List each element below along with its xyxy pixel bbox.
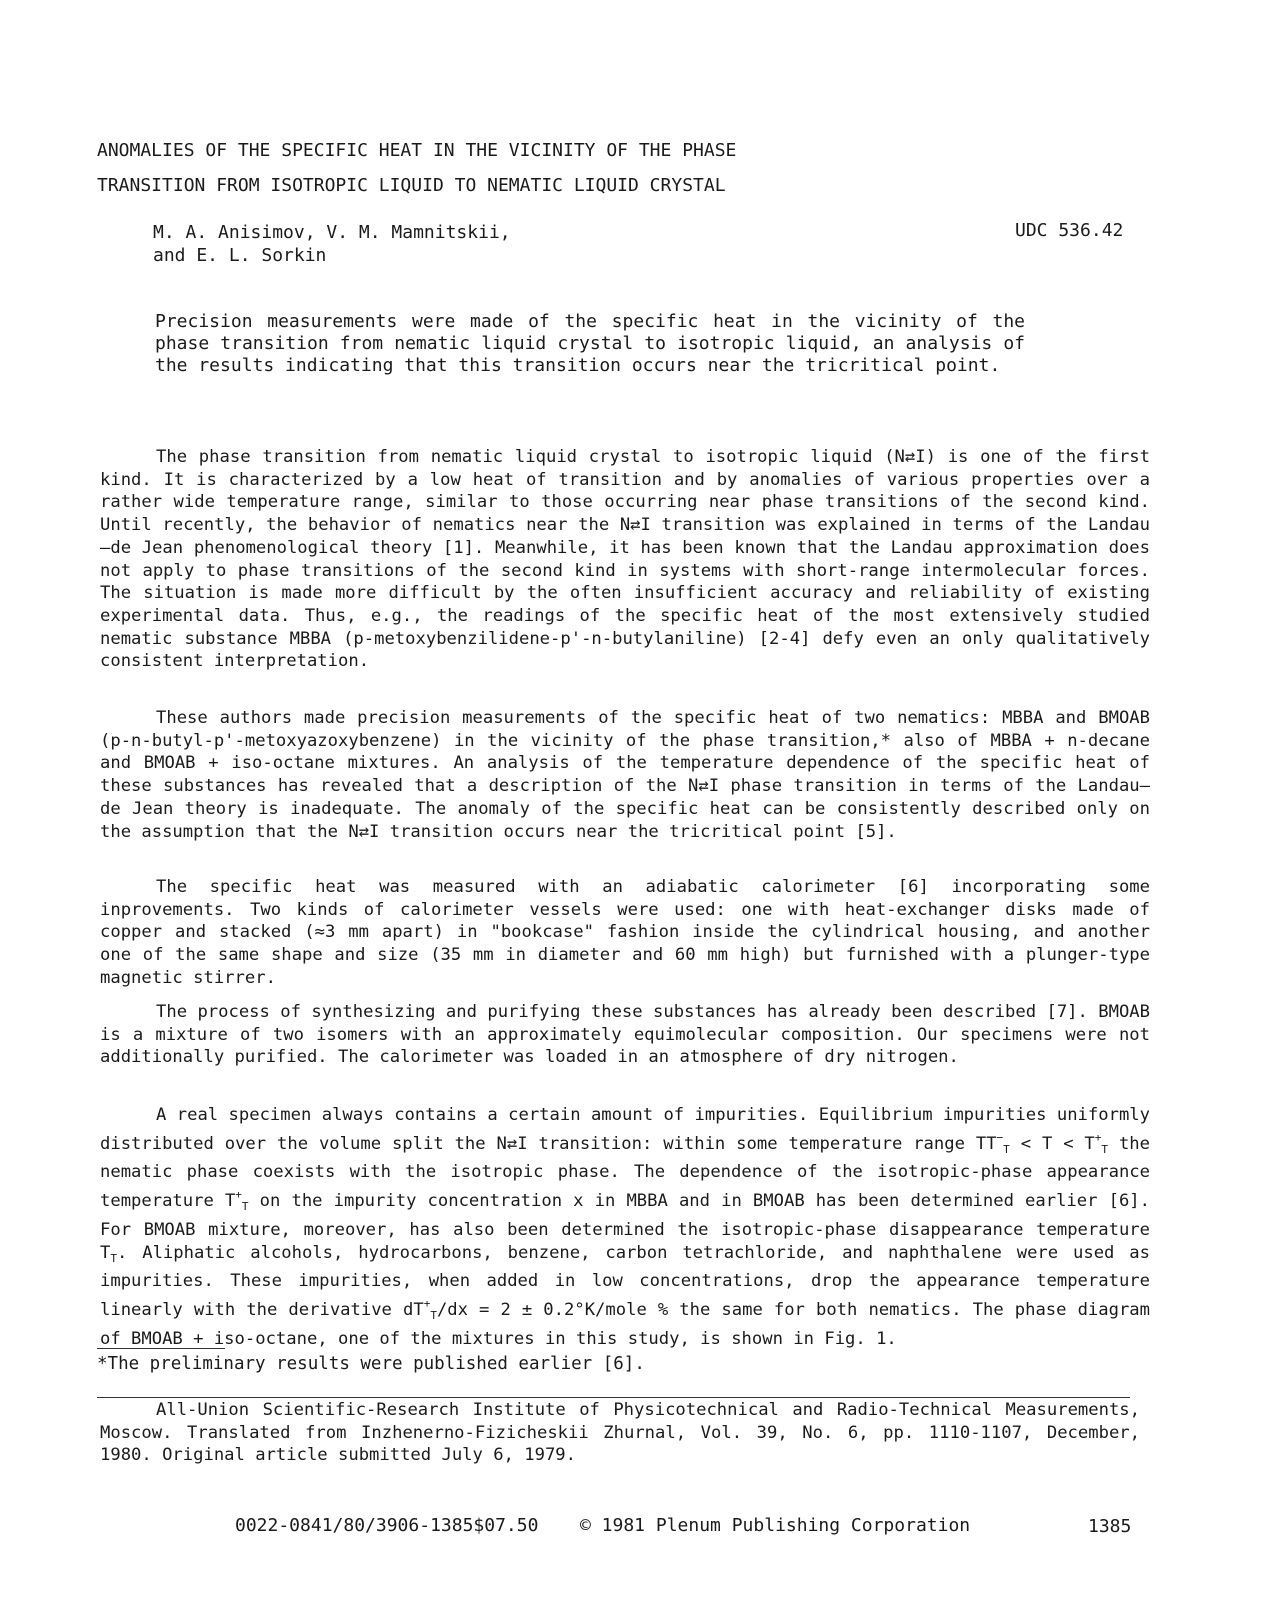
abstract-text: Precision measurements were made of the specific heat in the vicinity of the phase transition from nematic liquid crystal to isotropic liquid, an analysis of the results indicating that this transition occurs near the tricritical point. [155,311,1025,376]
symbol-t-minus: $T^-_T$ [986,1130,1010,1156]
affiliation-block [100,1399,1140,1467]
affiliation-rule [97,1397,1130,1398]
symbol-t-plus-3: +$_T$ [423,1296,437,1322]
abstract [155,311,1025,377]
body-paragraph-2 [100,707,1150,843]
body-paragraph-1 [100,446,1150,673]
symbol-t-minus-2: T [110,1251,117,1265]
footer-copyright: © 1981 Plenum Publishing Corporation [580,1515,971,1536]
p5-text-e: . Aliphatic alcohols, hydrocarbons, benzene, carbon tetrachloride, and naphthalene were used as impurities. These impurities, when added in low concentrations, drop the appearance temperature linearly with the derivative dT [100,1242,1150,1320]
footnote: *The preliminary results were published earlier [6]. [97,1354,645,1374]
footnote-rule [97,1348,225,1349]
title-line-1: ANOMALIES OF THE SPECIFIC HEAT IN THE VICINITY OF THE PHASE [97,140,737,161]
udc-code: UDC 536.42 [1015,220,1124,241]
p5-text-c: the nematic phase coexists with the isotropic phase. The dependence of the isotropic-phase appearance temperature T [100,1133,1150,1212]
title-line-2: TRANSITION FROM ISOTROPIC LIQUID TO NEMATIC LIQUID CRYSTAL [97,175,726,196]
paragraph-4-text: The process of synthesizing and purifying these substances has already been described [7]. BMOAB is a mixture of two isomers with an approximately equimolecular composition. Our specimens were not additionally purified. The calorimeter was loaded in an atmosphere of dry nitrogen. [100,1002,1150,1068]
paragraph-1-text: The phase transition from nematic liquid crystal to isotropic liquid (N⇄I) is one of the first kind. It is characterized by a low heat of transition and by anomalies of various properties over a rather wide temperature range, similar to those occurring near phase transitions of the second kind. Until recently, the behavior of nematics near the N⇄I transition was explained in terms of the Landau—de Jean phenomenological theory [1]. Meanwhile, it has been known that the Landau approximation does not apply to phase transitions of the second kind in systems with short-range intermolecular forces. The situation is made more difficult by the often insufficient accuracy and reliability of existing experimental data. Thus, e.g., the readings of the specific heat of the most extensively studied nematic substance MBBA (p-metoxybenzilidene-p'-n-butylaniline) [2-4] defy even an only qualitatively consistent interpretation. [100,447,1150,672]
p5-text-a: A real specimen always contains a certain amount of impurities. Equilibrium impurities uniformly distributed over the volume split the N⇄I transition: within some temperature range T [100,1105,1150,1154]
p5-text-d: on the impurity concentration x in MBBA and in BMOAB has been determined earlier [6]. For BMOAB mixture, moreover, has also been determined the isotropic-phase disappearance temperature T [100,1191,1150,1263]
paragraph-5-text [100,1104,1150,1350]
page-number: 1385 [1088,1516,1132,1537]
paragraph-3-text: The specific heat was measured with an adiabatic calorimeter [6] incorporating some inprovements. Two kinds of calorimeter vessels were used: one with heat-exchanger disks made of copper and stacked (≈3 mm apart) in "bookcase" fashion inside the cylindrical housing, and another one of the same shape and size (35 mm in diameter and 60 mm high) but furnished with a plunger-type magnetic stirrer. [100,877,1150,988]
authors-line-1: M. A. Anisimov, V. M. Mamnitskii, [153,222,511,243]
authors-line-2: and E. L. Sorkin [153,245,327,266]
p5-text-b: < T < T [1009,1133,1095,1154]
body-paragraph-5 [100,1104,1150,1350]
paragraph-2-text: These authors made precision measurements of the specific heat of two nematics: MBBA and BMOAB (p-n-butyl-p'-metoxyazoxybenzene) in the vicinity of the phase transition,* also of MBBA + n-decane and BMOAB + iso-octane mixtures. An analysis of the temperature dependence of the specific heat of these substances has revealed that a description of the N⇄I phase transition in terms of the Landau—de Jean theory is inadequate. The anomaly of the specific heat can be consistently described only on the assumption that the N⇄I transition occurs near the tricritical point [5]. [100,708,1150,842]
body-paragraph-4 [100,1001,1150,1069]
symbol-t-plus-2: +$_T$ [235,1188,249,1214]
affiliation-text: All-Union Scientific-Research Institute of Physicotechnical and Radio-Technical Measurements, Moscow. Translated from Inzhenerno-Fizicheskii Zhurnal, Vol. 39, No. 6, pp. 1110-1107, December, 1980. Original article submitted July 6, 1979. [100,1400,1140,1466]
body-paragraph-3 [100,876,1150,990]
p5-text-f: /dx = 2 ± 0.2°K/mole % the same for both nematics. The phase diagram of BMOAB + iso-octane, one of the mixtures in this study, is shown in Fig. 1. [100,1299,1150,1349]
symbol-t-plus: +$_T$ [1094,1130,1109,1156]
footer-code: 0022-0841/80/3906-1385$07.50 [235,1515,539,1536]
